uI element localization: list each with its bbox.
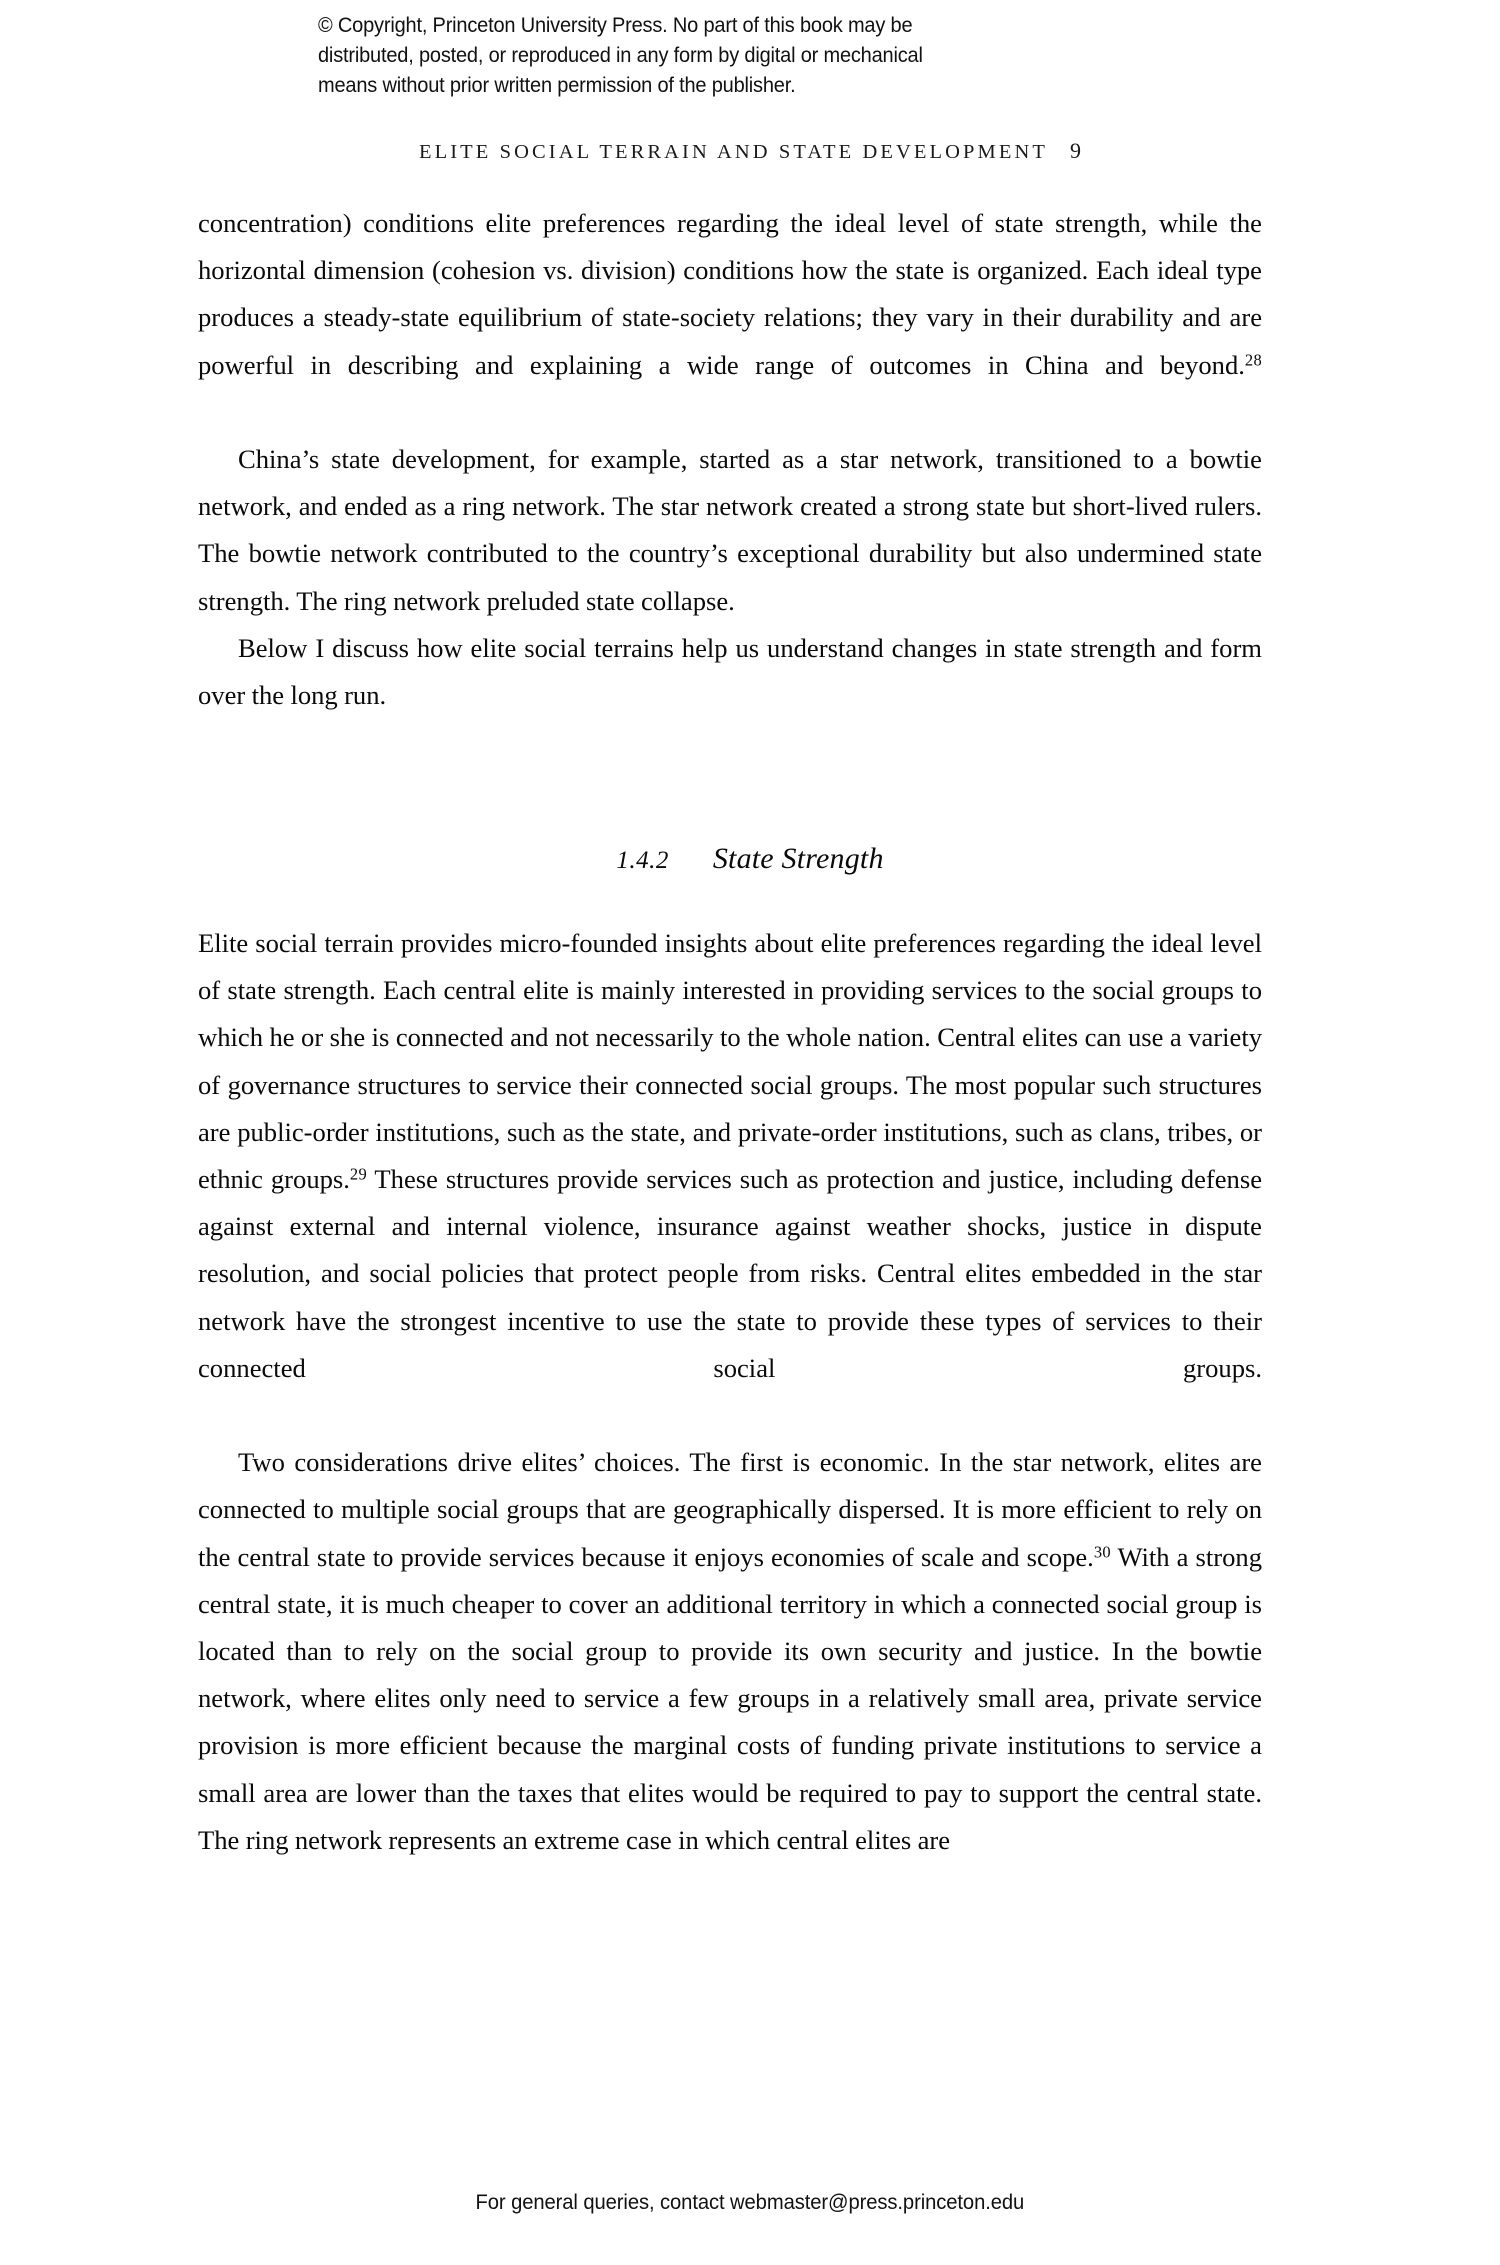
footer-text: For general queries, contact webmaster@press.princeton.edu (475, 2190, 1025, 2214)
paragraph-4 (198, 920, 1262, 1439)
paragraph-4-text-a: Elite social terrain provides micro-founded insights about elite preferences regarding the ideal level of state strength. Each central elite is mainly interested in providing services to the social groups to which he or she is connected and not necessarily to the whole nation. Central elites can use a variety of governance structures to service their connected social groups. The most popular such structures are public-order institutions, such as the state, and private-order institutions, such as clans, tribes, or ethnic groups. (198, 928, 1262, 1195)
paragraph-5-text-b: With a strong central state, it is much cheaper to cover an additional territory in which a connected social group is located than to rely on the social group to provide its own security and justice. In the bowtie network, where elites only need to service a few groups in a relatively small area, private service provision is more efficient because the marginal costs of funding private institutions to service a small area are lower than the taxes that elites would be required to pay to support the central state. The ring network represents an extreme case in which central elites are (198, 1541, 1262, 1855)
section-heading (0, 842, 1500, 876)
paragraph-3: Below I discuss how elite social terrains help us understand changes in state strength and form over the long run. (198, 632, 1262, 711)
running-head-title: ELITE SOCIAL TERRAIN AND STATE DEVELOPMENT (418, 141, 1049, 163)
copyright-notice (318, 10, 1118, 100)
running-head (0, 138, 1500, 164)
footnote-marker-30: 30 (1093, 1542, 1111, 1562)
section-title: State Strength (712, 842, 884, 875)
copyright-line-3: means without prior written permission of the publisher. (318, 73, 796, 97)
paragraph-4-text-b: These structures provide services such as protection and justice, including defense against external and internal violence, insurance against weather shocks, justice in dispute resolution, and social policies that protect people from risks. Central elites embedded in the star network have the strongest incentive to use the state to provide these types of services to their connected social groups. (198, 1164, 1262, 1383)
footnote-marker-28: 28 (1244, 350, 1262, 370)
copyright-line-2: distributed, posted, or reproduced in any form by digital or mechanical (318, 43, 923, 67)
paragraph-5 (198, 1439, 1262, 1864)
footnote-marker-29: 29 (349, 1164, 368, 1184)
paragraph-1 (198, 200, 1262, 436)
footer-notice (0, 2190, 1500, 2215)
paragraph-5-text-a: Two considerations drive elites’ choices. The first is economic. In the star network, elites are connected to multiple social groups that are geographically dispersed. It is more efficient to rely on the central state to provide services because it enjoys economies of scale and scope. (198, 1447, 1262, 1572)
paragraph-2: China’s state development, for example, started as a star network, transitioned to a bowtie network, and ended as a ring network. The star network created a strong state but short-lived rulers. The bowtie network contributed to the country’s exceptional durability but also undermined state strength. The ring network preluded state collapse. (198, 444, 1262, 616)
page-number: 9 (1070, 138, 1082, 163)
copyright-line-1: © Copyright, Princeton University Press. No part of this book may be (318, 13, 913, 37)
body-column-bottom (198, 920, 1262, 1864)
section-number: 1.4.2 (616, 847, 669, 874)
paragraph-1-text: concentration) conditions elite preferences regarding the ideal level of state strength, while the horizontal dimension (cohesion vs. division) conditions how the state is organized. Each ideal type produces a steady-state equilibrium of state-society relations; they vary in their durability and are powerful in describing and explaining a wide range of outcomes in China and beyond. (198, 208, 1262, 380)
body-column-top (198, 200, 1262, 800)
